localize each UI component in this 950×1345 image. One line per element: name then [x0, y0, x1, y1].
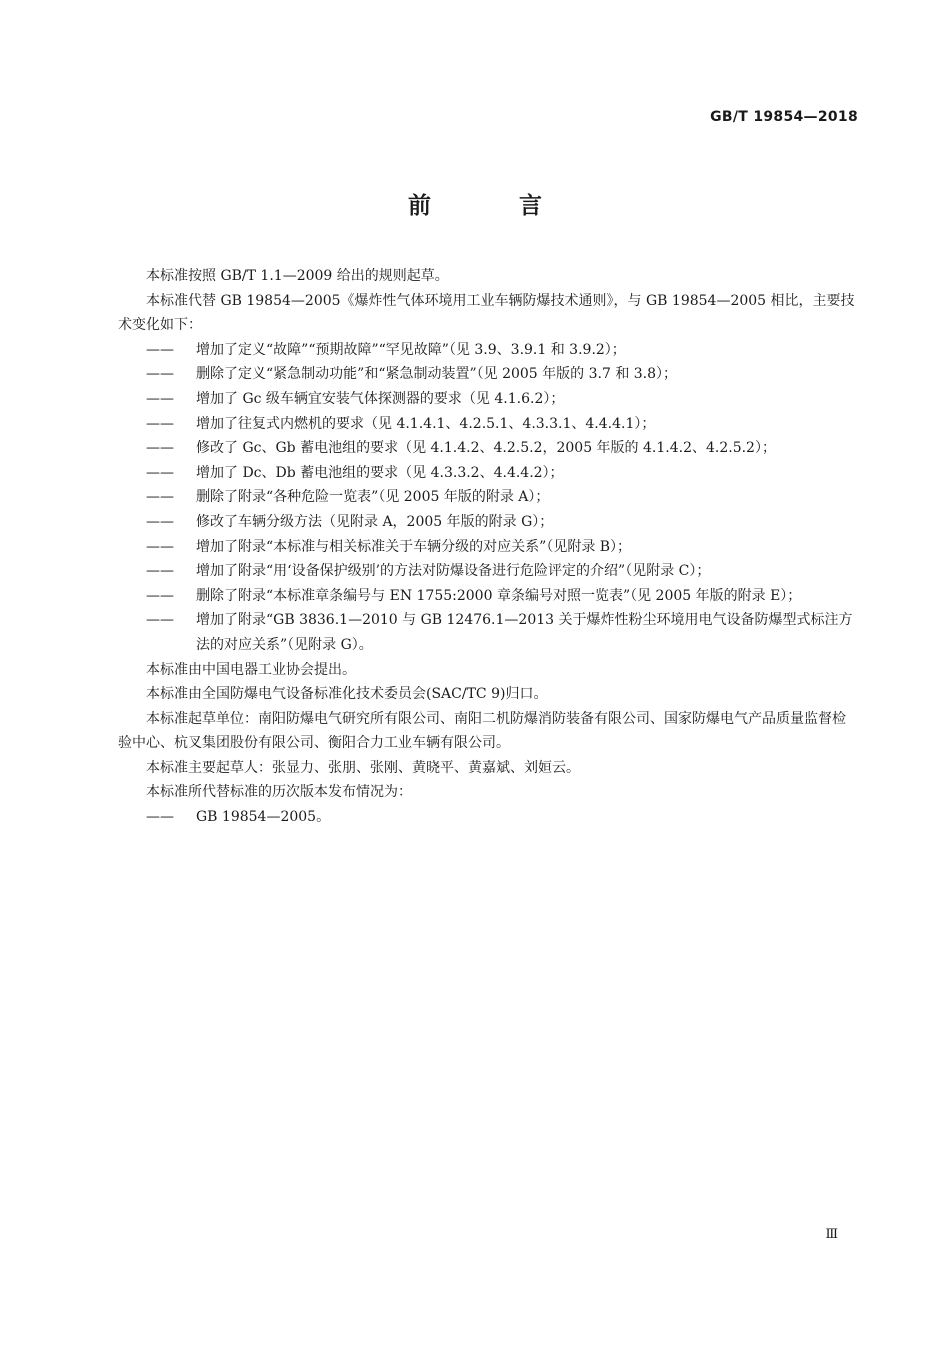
dash-marker: ——: [146, 464, 174, 481]
dash-marker: ——: [146, 563, 174, 580]
list-item: —— 增加了 Gc 级车辆宜安装气体探测器的要求（见 4.1.6.2）；: [118, 387, 858, 412]
dash-marker: ——: [146, 538, 174, 555]
list-item: —— 增加了 Dc、Db 蓄电池组的要求（见 4.3.3.2、4.4.4.2）；: [118, 461, 858, 486]
dash-marker: ——: [146, 440, 174, 457]
standard-code: GB/T 19854—2018: [710, 109, 858, 125]
dash-marker: ——: [146, 809, 174, 826]
list-item: —— 增加了定义“故障”“预期故障”“罕见故障”（见 3.9、3.9.1 和 3.9.2）；: [118, 338, 858, 363]
page-number: Ⅲ: [825, 1227, 838, 1242]
paragraph-drafting-rules: 本标准按照 GB/T 1.1—2009 给出的规则起草。: [146, 268, 449, 284]
dash-marker: ——: [146, 612, 174, 629]
list-item: —— 删除了附录“各种危险一览表”（见 2005 年版的附录 A）；: [118, 485, 858, 510]
list-item: —— 删除了定义“紧急制动功能”和“紧急制动装置”（见 2005 年版的 3.7 和 3.8）；: [118, 362, 858, 387]
paragraph-replaces: 本标准代替 GB 19854—2005《爆炸性气体环境用工业车辆防爆技术通则》，与 GB 19854—2005 相比，主要技术变化如下：: [118, 292, 855, 334]
dash-marker: ——: [146, 341, 174, 358]
dash-marker: ——: [146, 489, 174, 506]
paragraph-proposer: 本标准由中国电器工业协会提出。: [146, 661, 356, 678]
changes-list: [118, 338, 858, 658]
list-item: —— 增加了附录“本标准与相关标准关于车辆分级的对应关系”（见附录 B）；: [118, 535, 858, 560]
paragraph-drafting-units: 本标准起草单位：南阳防爆电气研究所有限公司、南阳二机防爆消防装备有限公司、国家防爆电气产品质量监督检验中心、杭叉集团股份有限公司、衡阳合力工业车辆有限公司。: [118, 710, 846, 752]
list-item: —— 增加了附录“GB 3836.1—2010 与 GB 12476.1—2013 关于爆炸性粉尘环境用电气设备防爆型式标注方法的对应关系”（见附录 G）。: [118, 608, 858, 657]
list-item: —— GB 19854—2005。: [118, 805, 858, 830]
page-title: 前 言: [407, 193, 582, 219]
document-body: [118, 264, 858, 830]
list-item: —— 修改了 Gc、Gb 蓄电池组的要求（见 4.1.4.2、4.2.5.2，2005 年版的 4.1.4.2、4.2.5.2）；: [118, 436, 858, 461]
history-list: [118, 805, 858, 830]
paragraph-drafters: 本标准主要起草人：张显力、张朋、张刚、黄晓平、黄嘉斌、刘姮云。: [146, 759, 580, 776]
dash-marker: ——: [146, 366, 174, 383]
dash-marker: ——: [146, 390, 174, 407]
dash-marker: ——: [146, 415, 174, 432]
paragraph-committee: 本标准由全国防爆电气设备标准化技术委员会(SAC/TC 9)归口。: [146, 686, 548, 703]
list-item: —— 增加了往复式内燃机的要求（见 4.1.4.1、4.2.5.1、4.3.3.1、4.4.4.1）；: [118, 412, 858, 437]
dash-marker: ——: [146, 513, 174, 530]
paragraph-history-intro: 本标准所代替标准的历次版本发布情况为：: [146, 784, 412, 801]
list-item: —— 修改了车辆分级方法（见附录 A，2005 年版的附录 G）；: [118, 510, 858, 535]
dash-marker: ——: [146, 587, 174, 604]
list-item: —— 删除了附录“本标准章条编号与 EN 1755:2000 章条编号对照一览表”（见 2005 年版的附录 E）；: [118, 584, 858, 609]
list-item: —— 增加了附录“用‘设备保护级别’的方法对防爆设备进行危险评定的介绍”（见附录 C）；: [118, 559, 858, 584]
